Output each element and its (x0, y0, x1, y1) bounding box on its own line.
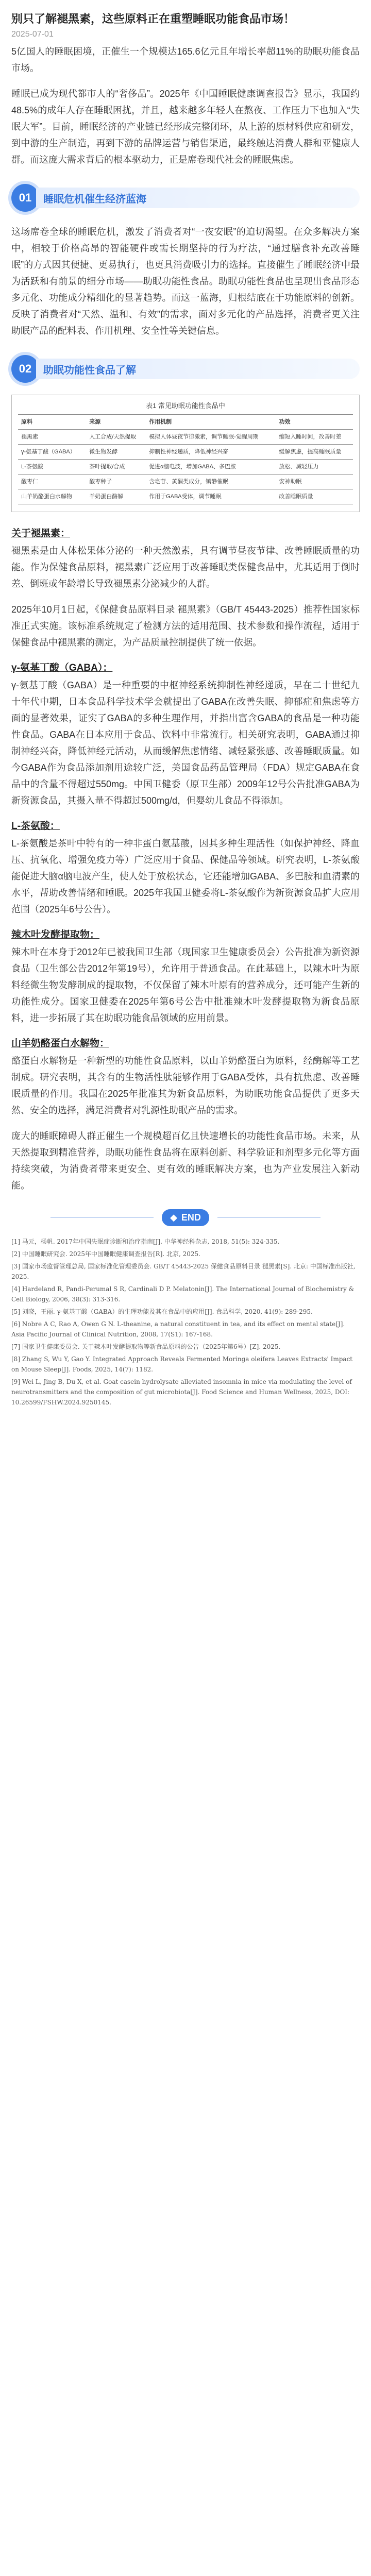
table-cell: 安神助眠 (276, 474, 353, 489)
subsection-paragraph: 褪黑素是由人体松果体分泌的一种天然激素，具有调节昼夜节律、改善睡眠质量的功能。作为保健食品原料，褪黑素广泛应用于改善睡眠类保健食品中，尤其适用于倒时差、倒班或年龄增长导致褪黑素分泌减少的人群。 (11, 546, 360, 589)
table-header: 原料 (18, 415, 86, 430)
section-title: 睡眠危机催生经济蓝海 (36, 188, 360, 208)
subsection-paragraph: 辣木叶在本身于2012年已被我国卫生部（现国家卫生健康委员会）公告批准为新资源食品（卫生部公告2012年第19号），允许用于普通食品。在此基础上，以辣木叶为原料经微生物发酵制成的提取物，不仅保留了辣木叶原有的营养成分，还可能产生新的功能性成分。国家卫健委在2025年第6号公告中批准辣木叶发酵提取物为新食品原料，进一步拓展了其在助眠功能食品领域的应用前景。 (11, 947, 360, 1023)
table-header: 功效 (276, 415, 353, 430)
article-title: 别只了解褪黑素，这些原料正在重塑睡眠功能食品市场！ (11, 12, 295, 25)
table-row (18, 445, 353, 460)
end-label: END (181, 1212, 201, 1223)
reference-item: [6] Nobre A C, Rao A, Owen G N. L-theanine, a natural constituent in tea, and its effect on mental state[J]. Asia Pacific Journal of Clinical Nutrition, 2008, 17(S1): 167-168. (11, 1320, 345, 1338)
reference-item: [2] 中国睡眠研究会. 2025年中国睡眠健康调查报告[R]. 北京, 2025. (11, 1250, 200, 1258)
reference-item: [1] 马元，杨帆. 2017年中国失眠症诊断和治疗指南[J]. 中华神经科杂志, 2018, 51(5): 324-335. (11, 1238, 280, 1245)
table-row (18, 430, 353, 445)
intro-paragraph: 睡眠已成为现代都市人的“奢侈品”。2025年《中国睡眠健康调查报告》显示，我国约48.5%的成年人存在睡眠困扰，并且，越来越多年轻人在熬夜、工作压力下也加入“失眠大军”。目前，睡眠经济的产业链已经形成完整闭环，从上游的原材料供应和研发，到中游的生产制造，再到下游的品牌运营与销售渠道，最终触达消费人群和亚健康人群。而这庞大需求背后的根本驱动力，正是席卷现代社会的睡眠焦虑。 (11, 89, 360, 165)
table-cell: 模拟人体昼夜节律激素，调节睡眠-觉醒周期 (146, 430, 276, 445)
intro (0, 43, 371, 168)
section-number: 01 (11, 184, 39, 212)
divider-line (50, 1217, 154, 1218)
table-cell: 酸枣仁 (18, 474, 86, 489)
section-number: 02 (11, 355, 39, 383)
table-header-row (18, 415, 353, 430)
subsection-paragraph: L-茶氨酸是茶叶中特有的一种非蛋白氨基酸，因其多种生理活性（如保护神经、降血压、抗氧化、增强免疫力等）广泛应用于食品、保健品等领域。研究表明，L-茶氨酸能促进大脑α脑电波产生，使人处于放松状态，它还能增加GABA、多巴胺和血清素的水平，帮助改善情绪和睡眠。2025年我国卫健委将L-茶氨酸作为新资源食品扩大应用范围（2025年6号公告）。 (11, 838, 360, 914)
reference-item: [4] Hardeland R, Pandi-Perumal S R, Cardinali D P. Melatonin[J]. The International Journal of Biochemistry & Cell Biology, 2006, 38(3): 313-316. (11, 1285, 355, 1303)
table-cell: 缓解焦虑，提高睡眠质量 (276, 445, 353, 460)
section-heading-02 (11, 352, 360, 385)
section-heading-01 (11, 181, 360, 214)
article-date: 2025-07-01 (11, 30, 54, 39)
table-cell: 作用于GABA受体，调节睡眠 (146, 489, 276, 504)
subsection-paragraph: 2025年10月1日起，《保健食品原料目录 褪黑素》（GB/T 45443-2025）推荐性国家标准正式实施。该标准系统规定了检测方法的适用范围、技术参数和操作流程，适用于保健食品中褪黑素的测定，为产品质量控制提供了统一依据。 (11, 604, 360, 648)
table-cell: L-茶氨酸 (18, 460, 86, 474)
table-cell: 茶叶提取/合成 (86, 460, 146, 474)
subsection-heading: 辣木叶发酵提取物： (11, 929, 100, 940)
subsection-paragraph: γ-氨基丁酸（GABA）是一种重要的中枢神经系统抑制性神经递质，早在二十世纪九十年代中期，日本食品科学技术学会就提出了GABA在改善失眠、抑郁症和焦虑等方面的显著效果，证实了GABA的多种生理作用，并指出富含GABA的食品是一种功能性食品。GABA在日本应用于食品、饮料中非常流行。相关研究表明，GABA通过抑制神经兴奋，降低神经元活动，从而缓解焦虑情绪、减轻紧张感、改善睡眠质量。如今GABA作为食品添加剂用途较广泛，美国食品药品管理局（FDA）规定GABA在食品中的含量不得超过550mg。中国卫健委（原卫生部）2009年12号公告批准GABA为新资源食品，其摄入量不得超过500mg/d，但婴幼儿食品不得添加。 (11, 680, 360, 806)
subsection-heading: γ-氨基丁酸（GABA）： (11, 663, 113, 673)
subsection-paragraph: 酪蛋白水解物是一种新型的功能性食品原料，以山羊奶酪蛋白为原料，经酶解等工艺制成。研究表明，其含有的生物活性肽能够作用于GABA受体，具有抗焦虑、改善睡眠质量的作用。我国在2025年批准其为新食品原料，为助眠功能食品提供了更多天然、安全的选择，满足消费者对乳源性助眠产品的需求。 (11, 1056, 360, 1115)
table-cell: 山羊奶酪蛋白水解物 (18, 489, 86, 504)
table-cell: 抑制性神经递质，降低神经兴奋 (146, 445, 276, 460)
table-cell: 褪黑素 (18, 430, 86, 445)
table-cell: 酸枣种子 (86, 474, 146, 489)
reference-item: [8] Zhang S, Wu Y, Gao Y. Integrated Approach Reveals Fermented Moringa oleifera Leaves Extracts' Impact on Mouse Sleep[J]. Foods, 2025, 14(7): 1182. (11, 1355, 353, 1373)
table-row (18, 460, 353, 474)
table-cell: γ-氨基丁酸（GABA） (18, 445, 86, 460)
diamond-icon: ◆ (170, 1212, 177, 1223)
references (11, 1236, 360, 1408)
table-cell: 含皂苷、黄酮类成分，镇静催眠 (146, 474, 276, 489)
section-body-01 (0, 224, 371, 339)
end-divider (0, 1209, 371, 1226)
subsection-heading: 关于褪黑素： (11, 528, 71, 539)
table-cell: 放松、减轻压力 (276, 460, 353, 474)
ingredient-table-figure (11, 395, 360, 512)
subsection-heading: 山羊奶酪蛋白水解物： (11, 1038, 110, 1049)
intro-paragraph: 5亿国人的睡眠困境，正催生一个规模达165.6亿元且年增长率超11%的助眠功能食品市场。 (11, 46, 360, 73)
reference-item: [3] 国家市场监督管理总局, 国家标准化管理委员会. GB/T 45443-2025 保健食品原料目录 褪黑素[S]. 北京: 中国标准出版社, 2025. (11, 1263, 356, 1280)
table-cell: 羊奶蛋白酶解 (86, 489, 146, 504)
table-cell: 改善睡眠质量 (276, 489, 353, 504)
section-body-02 (0, 526, 371, 1194)
table-cell: 促进α脑电波，增加GABA、多巴胺 (146, 460, 276, 474)
divider-line (217, 1217, 321, 1218)
table-header: 来源 (86, 415, 146, 430)
table-cell: 人工合成/天然提取 (86, 430, 146, 445)
section-paragraph: 这场席卷全球的睡眠危机，激发了消费者对“一夜安眠”的迫切渴望。在众多解决方案中，相较于价格高昂的智能硬件或需长期坚持的行为疗法，“通过膳食补充改善睡眠”的方式因其便捷、更易执行，也更具消费吸引力的选择。直接催生了睡眠经济中最为活跃和有前景的细分市场——助眠功能性食品。助眠功能性食品也呈现出食品形态多元化、功能成分精细化的显著趋势。而这一蓝海，归根结底在于功能原料的创新。反映了消费者对“天然、温和、有效”的需求，面对多元化的产品选择，消费者更关注助眠产品的配料表、作用机理、安全性等关键信息。 (11, 227, 360, 336)
table-cell: 缩短入睡时间，改善时差 (276, 430, 353, 445)
table-header: 作用机制 (146, 415, 276, 430)
closing-paragraph: 庞大的睡眠障碍人群正催生一个规模超百亿且快速增长的功能性食品市场。未来，从天然提取到精准营养，助眠功能性食品将在原料创新、科学验证和剂型多元化等方面持续突破，为消费者带来更安全、更有效的睡眠解决方案，也为产业发展注入新动能。 (11, 1131, 360, 1191)
reference-item: [7] 国家卫生健康委员会. 关于辣木叶发酵提取物等新食品原料的公告（2025年第6号）[Z]. 2025. (11, 1343, 281, 1350)
end-badge (162, 1209, 209, 1226)
subsection-heading: L-茶氨酸： (11, 821, 60, 832)
ingredient-table (18, 414, 353, 504)
table-row (18, 474, 353, 489)
section-title: 助眠功能性食品了解 (36, 359, 360, 379)
reference-item: [5] 刘晓，王丽. γ-氨基丁酸（GABA）的生理功能及其在食品中的应用[J]. 食品科学, 2020, 41(9): 289-295. (11, 1308, 313, 1315)
table-cell: 微生物发酵 (86, 445, 146, 460)
table-caption: 表1 常见助眠功能性食品中 (146, 402, 225, 410)
reference-item: [9] Wei L, Jing B, Du X, et al. Goat casein hydrolysate alleviated insomnia in mice via modulating the level of neurotransmitters and the composition of gut microbiota[J]. Food Science and Human Wellness, 2025, DOI: 10.26599/FSHW.2024.9250145. (11, 1378, 352, 1406)
table-row (18, 489, 353, 504)
